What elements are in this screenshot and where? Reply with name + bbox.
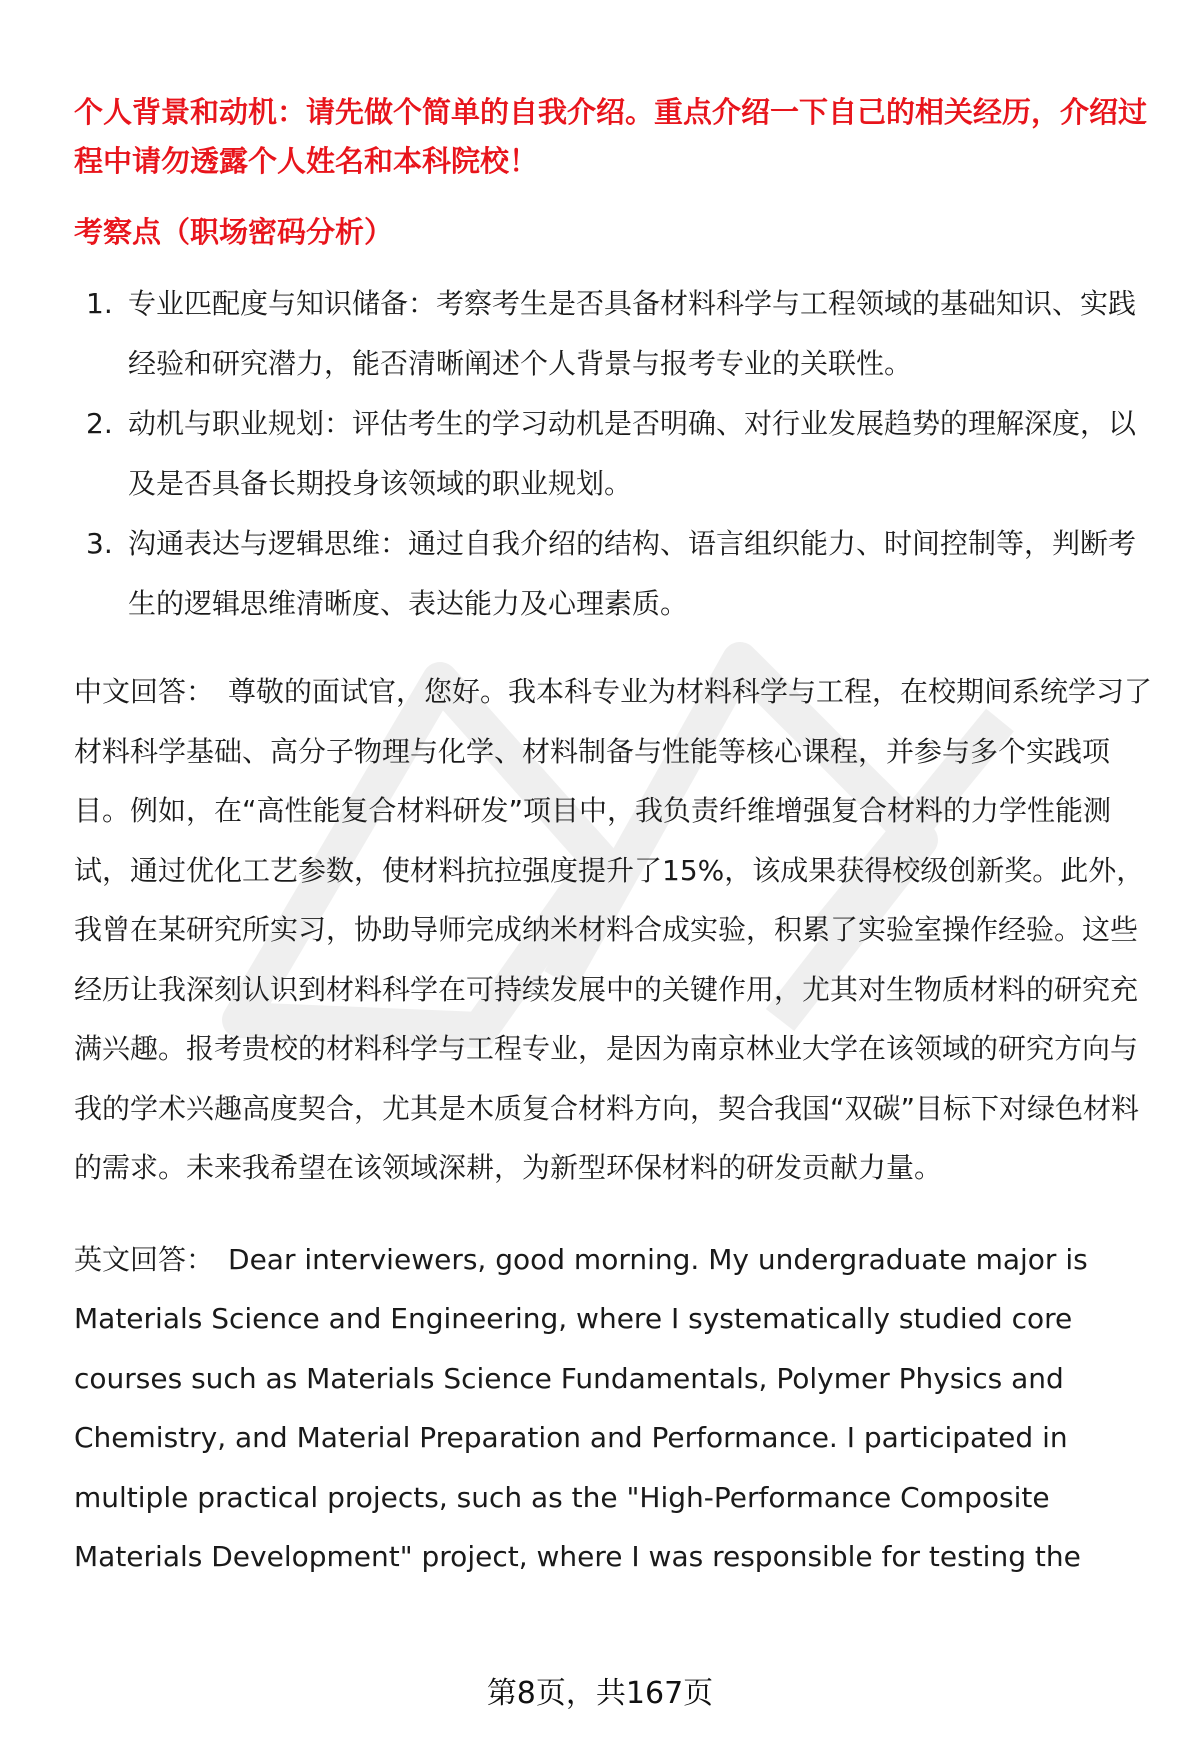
english-answer-label: 英文回答： xyxy=(74,1242,215,1276)
list-item-text: 专业匹配度与知识储备：考察考生是否具备材料科学与工程领域的基础知识、实践经验和研究潜力，能否清晰阐述个人背景与报考专业的关联性。 xyxy=(128,287,1137,380)
english-answer xyxy=(74,1230,1154,1587)
assessment-points-list xyxy=(74,274,1154,634)
question-heading: 个人背景和动机：请先做个简单的自我介绍。重点介绍一下自己的相关经历，介绍过程中请勿透露个人姓名和本科院校！ xyxy=(74,95,1148,178)
list-item xyxy=(74,514,1154,634)
list-item-number: 3. xyxy=(86,527,113,560)
list-item-number: 1. xyxy=(86,287,113,320)
page-number-footer: 第8页，共167页 xyxy=(486,1676,714,1711)
list-item-number: 2. xyxy=(86,407,113,440)
list-item-text: 动机与职业规划：评估考生的学习动机是否明确、对行业发展趋势的理解深度，以及是否具备长期投身该领域的职业规划。 xyxy=(128,407,1137,500)
list-item-text: 沟通表达与逻辑思维：通过自我介绍的结构、语言组织能力、时间控制等，判断考生的逻辑思维清晰度、表达能力及心理素质。 xyxy=(128,527,1137,620)
chinese-answer-label: 中文回答： xyxy=(74,675,215,708)
chinese-answer xyxy=(74,662,1154,1198)
list-item xyxy=(74,394,1154,514)
chinese-answer-text: 尊敬的面试官，您好。我本科专业为材料科学与工程，在校期间系统学习了材料科学基础、高分子物理与化学、材料制备与性能等核心课程，并参与多个实践项目。例如，在“高性能复合材料研发”项目中，我负责纤维增强复合材料的力学性能测试，通过优化工艺参数，使材料抗拉强度提升了15%，该成果获得校级创新奖。此外，我曾在某研究所实习，协助导师完成纳米材料合成实验，积累了实验室操作经验。这些经历让我深刻认识到材料科学在可持续发展中的关键作用，尤其对生物质材料的研究充满兴趣。报考贵校的材料科学与工程专业，是因为南京林业大学在该领域的研究方向与我的学术兴趣高度契合，尤其是木质复合材料方向，契合我国“双碳”目标下对绿色材料的需求。未来我希望在该领域深耕，为新型环保材料的研发贡献力量。 xyxy=(74,675,1153,1184)
list-item xyxy=(74,274,1154,394)
english-answer-text: Dear interviewers, good morning. My undergraduate major is Materials Science and Engineering, where I systematically studied core courses such as Materials Science Fundamentals, Polymer Physics and Chemistry, and Material Preparation and Performance. I participated in multiple practical projects, such as the "High-Performance Composite Materials Development" project, where I was responsible for testing the xyxy=(74,1242,1088,1573)
section-title: 考察点（职场密码分析） xyxy=(74,215,394,249)
main-content xyxy=(74,88,1154,1587)
